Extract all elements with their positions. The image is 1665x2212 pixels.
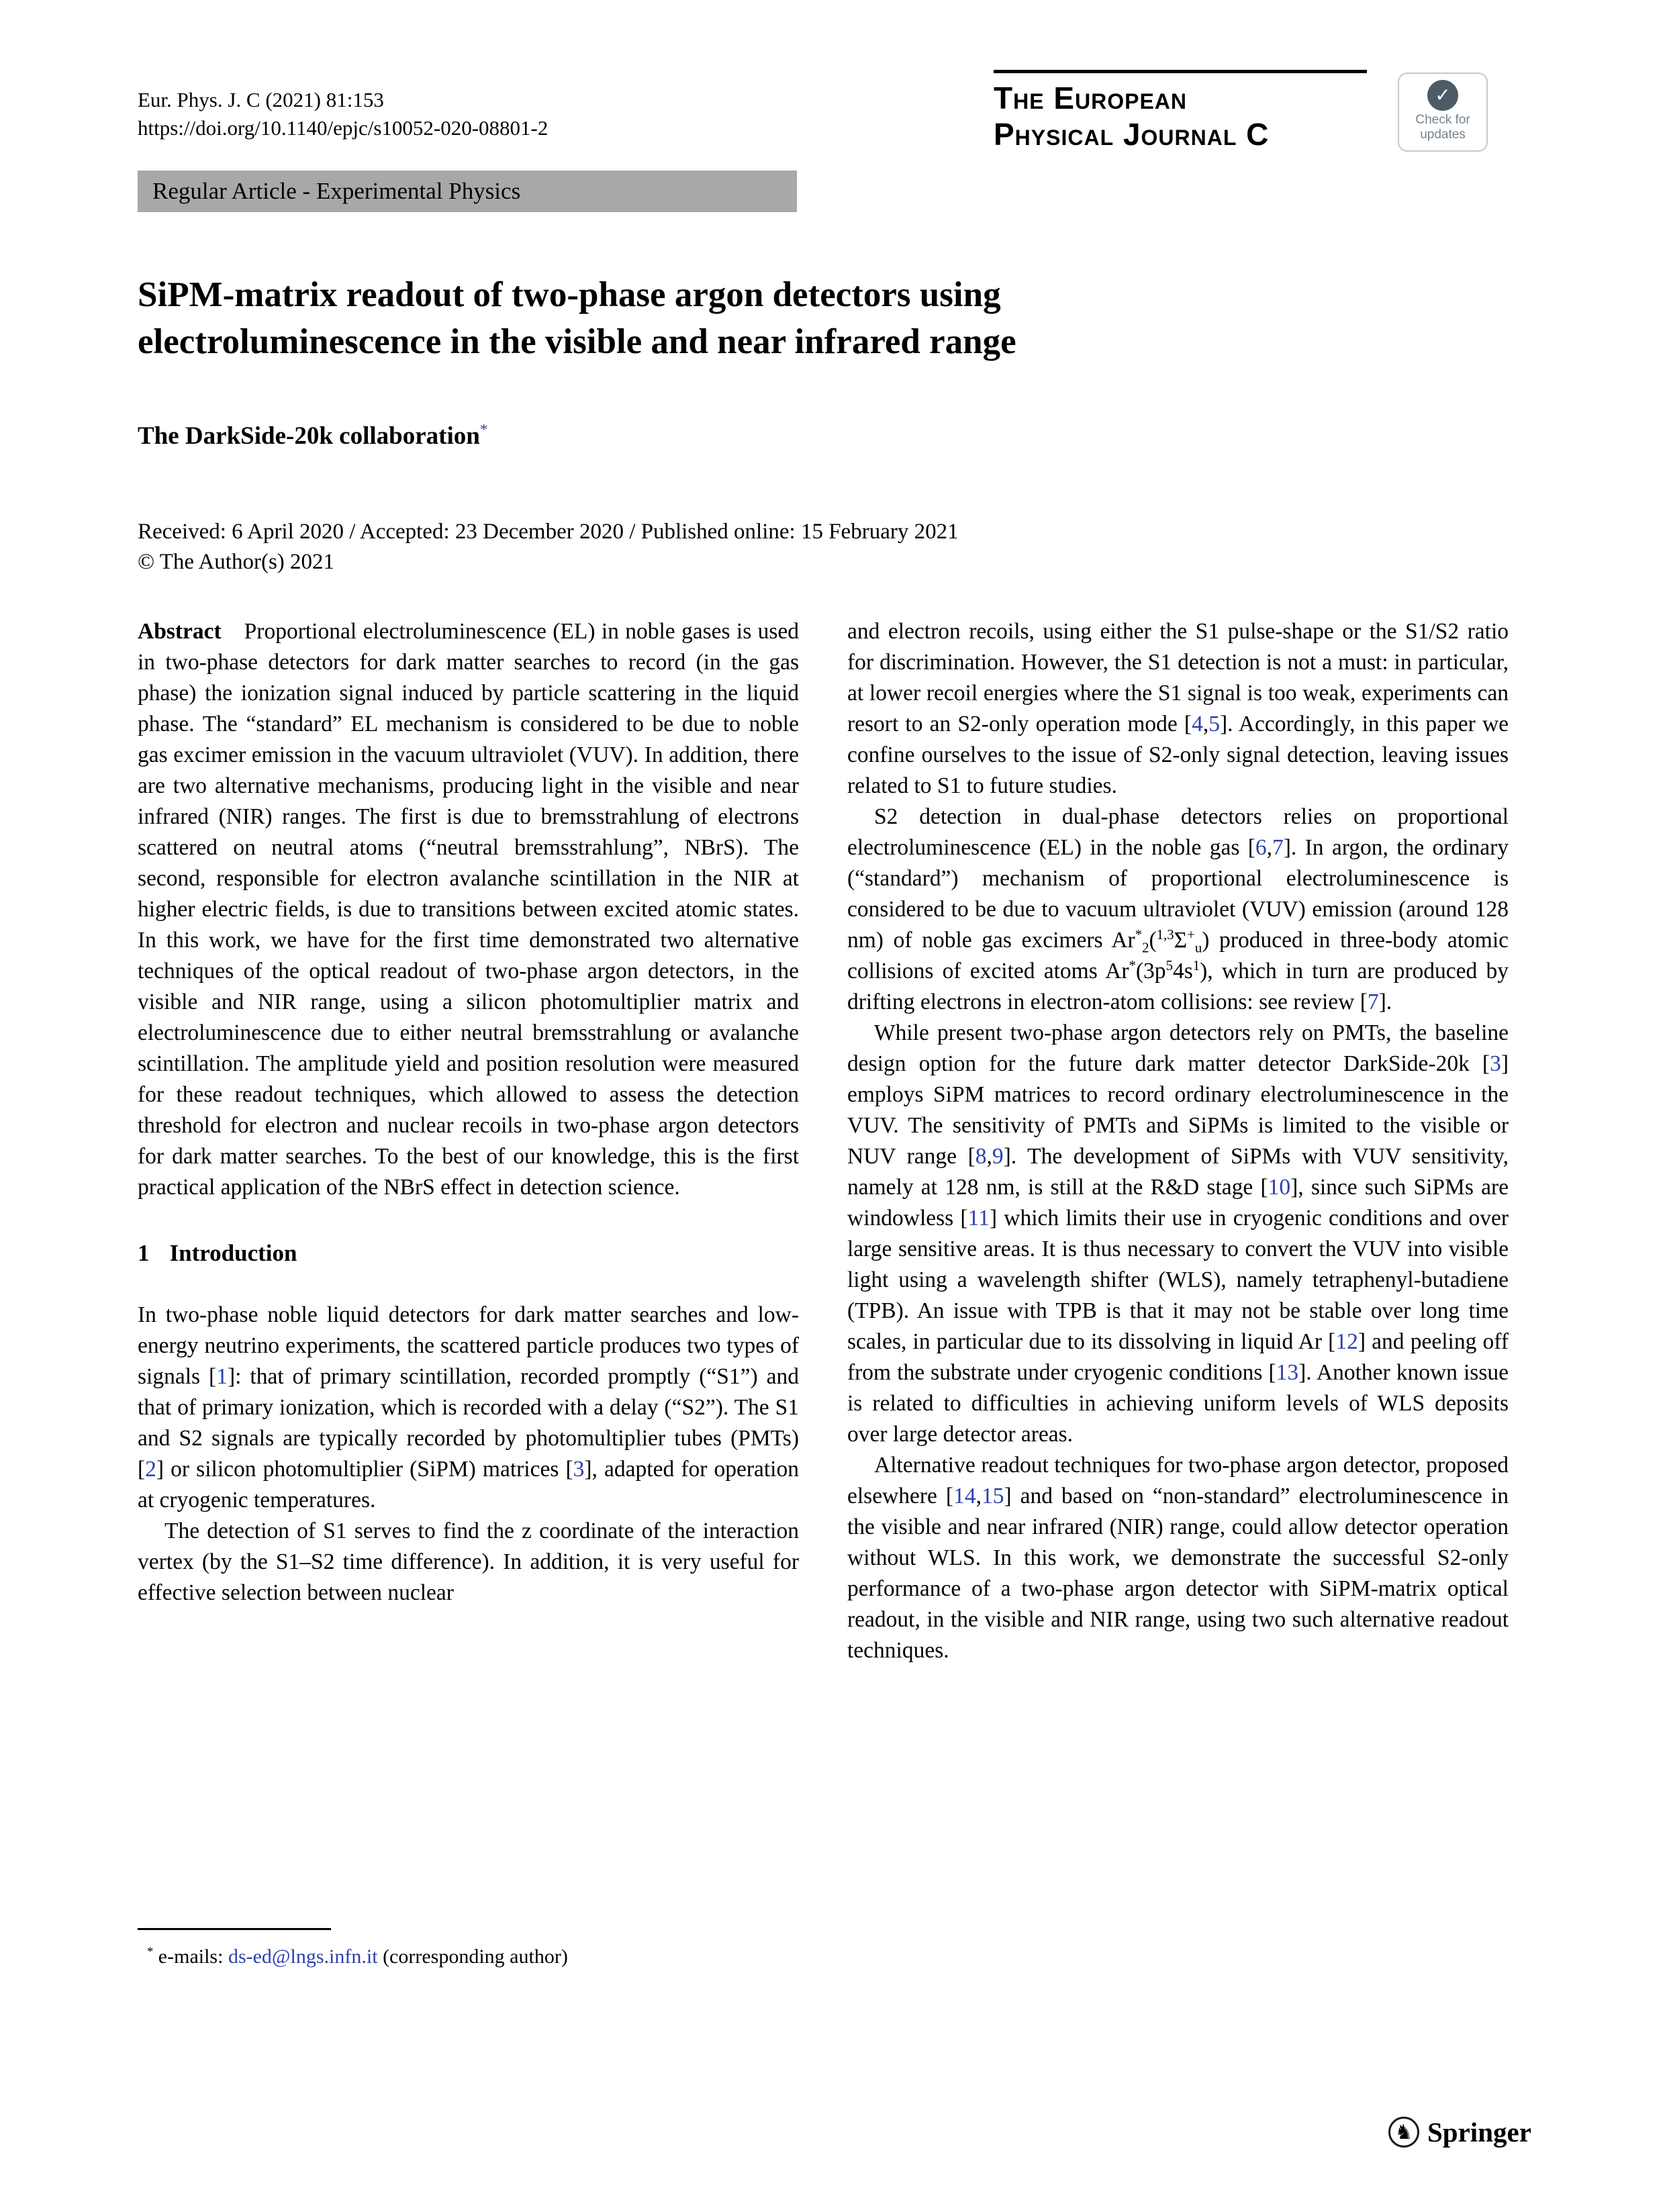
right-column xyxy=(847,616,1509,1666)
title-line-1: SiPM-matrix readout of two-phase argon detectors using xyxy=(138,275,1001,314)
citation-link[interactable]: 15 xyxy=(981,1484,1004,1508)
author-footnote-mark[interactable]: * xyxy=(479,421,488,438)
check-icon: ✓ xyxy=(1435,84,1451,106)
masthead-line1: The European xyxy=(994,81,1188,115)
page-title xyxy=(138,271,1534,365)
footnote-rule xyxy=(138,1928,331,1930)
article-body xyxy=(138,616,1509,1666)
citation-link[interactable]: 9 xyxy=(992,1144,1004,1169)
section-title: Introduction xyxy=(169,1240,297,1266)
section-number: 1 xyxy=(138,1240,150,1266)
footnote xyxy=(138,1928,796,1970)
intro-paragraph-1: In two-phase noble liquid detectors for dark matter searches and low-energy neutrino experiments, the scattered particle produces two types of signals [1]: that of primary scintillation, recorded promptly (“S1”) and that of primary ionization, which is recorded with a delay (“S2”). The S1 and S2 signals are typically recorded by photomultiplier tubes (PMTs) [2] or silicon photomultiplier (SiPM) matrices [3], adapted for operation at cryogenic temperatures. xyxy=(138,1302,799,1512)
footnote-text: * e-mails: ds-ed@lngs.infn.it (corresponding author) xyxy=(147,1945,568,1968)
citation-link[interactable]: 10 xyxy=(1268,1175,1291,1200)
citation-link[interactable]: 7 xyxy=(1272,835,1284,860)
intro-paragraph-2: The detection of S1 serves to find the z coordinate of the interaction vertex (by the S1–S2 time difference). In addition, it is very useful for effective selection between nuclear xyxy=(138,1519,799,1605)
crossmark-icon xyxy=(1427,80,1458,111)
right-paragraph-4: Alternative readout techniques for two-phase argon detector, proposed elsewhere [14,15] and based on “non-standard” electroluminescence in the visible and near infrared (NIR) range, could allow detector operation without WLS. In this work, we demonstrate the successful S2-only performance of a two-phase argon detector with SiPM-matrix optical readout, in the visible and NIR range, using two such alternative readout techniques. xyxy=(847,1453,1509,1663)
email-link[interactable]: ds-ed@lngs.infn.it xyxy=(228,1945,378,1968)
citation-link[interactable]: 8 xyxy=(975,1144,987,1169)
citation-link[interactable]: 12 xyxy=(1335,1329,1358,1354)
citation-link[interactable]: 14 xyxy=(953,1484,976,1508)
authors-line xyxy=(138,422,487,450)
title-line-2: electroluminescence in the visible and near infrared range xyxy=(138,322,1016,361)
publisher-name: Springer xyxy=(1427,2117,1531,2148)
left-column xyxy=(138,616,799,1666)
abstract-paragraph xyxy=(138,616,799,1203)
received-accepted-line: Received: 6 April 2020 / Accepted: 23 December 2020 / Published online: 15 February 2021 xyxy=(138,520,959,544)
springer-knight-icon: ♞ xyxy=(1388,2117,1419,2148)
citation-link[interactable]: 3 xyxy=(1490,1051,1501,1076)
citation-link[interactable]: 1 xyxy=(216,1364,228,1389)
header-citation-block xyxy=(138,86,548,142)
abstract-label: Abstract xyxy=(138,619,222,644)
journal-masthead xyxy=(994,70,1367,152)
article-type-banner xyxy=(138,171,797,212)
citation-link[interactable]: 2 xyxy=(145,1457,156,1482)
copyright-line: © The Author(s) 2021 xyxy=(138,550,335,574)
citation-link[interactable]: 6 xyxy=(1255,835,1267,860)
masthead-line2: Physical Journal C xyxy=(994,117,1270,152)
citation-link[interactable]: 4 xyxy=(1192,712,1203,736)
citation-link[interactable]: 13 xyxy=(1276,1360,1299,1385)
citation-link[interactable]: 11 xyxy=(967,1206,990,1231)
check-for-updates-badge[interactable] xyxy=(1398,73,1488,152)
citation-link[interactable]: 7 xyxy=(1367,990,1379,1014)
journal-reference: Eur. Phys. J. C (2021) 81:153 xyxy=(138,88,384,111)
springer-logo xyxy=(1388,2116,1531,2148)
author-name: The DarkSide-20k collaboration xyxy=(138,422,480,450)
doi-link[interactable]: https://doi.org/10.1140/epjc/s10052-020-08801-2 xyxy=(138,116,549,140)
article-history xyxy=(138,517,959,577)
citation-link[interactable]: 5 xyxy=(1208,712,1220,736)
section-heading-introduction xyxy=(138,1238,799,1269)
citation-link[interactable]: 3 xyxy=(573,1457,585,1482)
right-paragraph-3: While present two-phase argon detectors rely on PMTs, the baseline design option for the future dark matter detector DarkSide-20k [3] employs SiPM matrices to record ordinary electroluminescence in the VUV. The sensitivity of PMTs and SiPMs is limited to the visible or NUV range [8,9]. The development of SiPMs with VUV sensitivity, namely at 128 nm, is still at the R&D stage [10], since such SiPMs are windowless [11] which limits their use in cryogenic conditions and over large sensitive areas. It is thus necessary to convert the VUV into visible light using a wavelength shifter (WLS), namely tetraphenyl-butadiene (TPB). An issue with TPB is that it may not be stable over long time scales, in particular due to its dissolving in liquid Ar [12] and peeling off from the substrate under cryogenic conditions [13]. Another known issue is related to difficulties in achieving uniform levels of WLS deposits over large detector areas. xyxy=(847,1020,1509,1447)
abstract-text: Proportional electroluminescence (EL) in noble gases is used in two-phase detectors for dark matter searches to record (in the gas phase) the ionization signal induced by particle scattering in the liquid phase. The “standard” EL mechanism is considered to be due to noble gas excimer emission in the vacuum ultraviolet (VUV). In addition, there are two alternative mechanisms, producing light in the visible and near infrared (NIR) ranges. The first is due to bremsstrahlung of electrons scattered on neutral atoms (“neutral bremsstrahlung”, NBrS). The second, responsible for electron avalanche scintillation in the NIR at higher electric fields, is due to transitions between excited atomic states. In this work, we have for the first time demonstrated two alternative techniques of the optical readout of two-phase argon detectors, in the visible and NIR range, using a silicon photomultiplier matrix and electroluminescence due to either neutral bremsstrahlung or avalanche scintillation. The amplitude yield and position resolution were measured for these readout techniques, which allowed to assess the detection threshold for electron and nuclear recoils in two-phase argon detectors for dark matter searches. To the best of our knowledge, this is the first practical application of the NBrS effect in detection science. xyxy=(138,619,799,1200)
article-type-label: Regular Article - Experimental Physics xyxy=(152,178,521,204)
right-paragraph-1: and electron recoils, using either the S1 pulse-shape or the S1/S2 ratio for discrimination. However, the S1 detection is not a must: in particular, at lower recoil energies where the S1 signal is too weak, experiments can resort to an S2-only operation mode [4,5]. Accordingly, in this paper we confine ourselves to the issue of S2-only signal detection, leaving issues related to S1 to future studies. xyxy=(847,619,1509,798)
right-paragraph-2: S2 detection in dual-phase detectors relies on proportional electroluminescence (EL) in the noble gas [6,7]. In argon, the ordinary (“standard”) mechanism of proportional electroluminescence is considered to be due to vacuum ultraviolet (VUV) emission (around 128 nm) of noble gas excimers $Ar^*_2(^{1,3}\Sigma^+_u)$ produced in three-body atomic collisions of excited atoms $Ar^*(3p^54s^1)$, which in turn are produced by drifting electrons in electron-atom collisions: see review [7]. xyxy=(847,804,1509,1014)
check-for-updates-label: Check for updates xyxy=(1415,113,1470,142)
